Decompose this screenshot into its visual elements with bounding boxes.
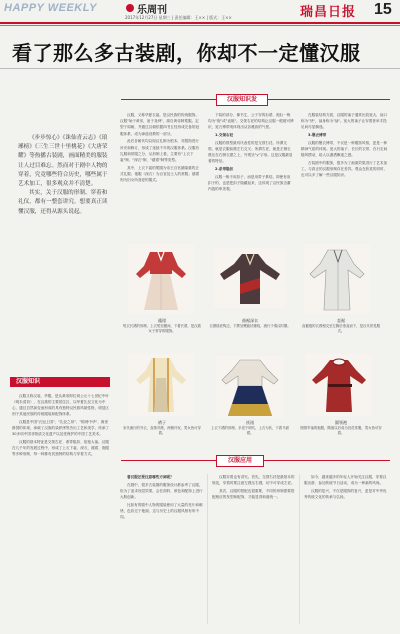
caption-title: 袄裙: [246, 420, 254, 425]
caption-title: 曲裾深衣: [242, 318, 258, 323]
masthead-rule: [0, 22, 400, 24]
body-paragraph: 汉服的复兴，不仅是服饰的复兴，更是对中华优秀传统文化的传承与弘扬。: [304, 488, 387, 500]
headline: 看了那么多古装剧，你却不一定懂汉服: [12, 41, 361, 65]
caption-title: 襦裙: [158, 318, 166, 323]
practice-column-2: [212, 474, 296, 624]
caption-title: 直裾: [337, 318, 345, 323]
practice-section-header: 汉服应用: [216, 455, 264, 467]
zhiju-photo: [304, 244, 370, 314]
body-paragraph: 在剧中，很多古装剧的服饰设计都参考了汉服，但为了追求视觉效果，会在面料、颜色和配饰上进行大胆创新。: [120, 482, 203, 500]
section-rule: [268, 99, 390, 100]
body-paragraph: 此后各朝代均以周汉礼制为根本，对服饰进行补充和修订，形成了延续千年的汉服体系。汉服有礼服和常服之分，从形制上看，主要有"上衣下裳"制、"深衣"制、"襦裙"制等类型。: [120, 139, 200, 162]
knowledge-section-header: 汉服知识发: [216, 94, 268, 106]
ruqun-photo: [128, 244, 194, 314]
column-divider: [207, 474, 208, 624]
body-paragraph: 汉服，又称华夏衣裳，是汉民族的传统服饰。汉服"始于黄帝，备于尧舜"，源自黄帝制冕服。定型于周朝，并通过汉朝依据四书五经形成完备的冠服体系，成为神道设教的一部分。: [120, 113, 200, 136]
subheading: 3.褒衣博带: [308, 133, 327, 138]
body-paragraph: 汉服一般不用扣子，而是用带子系结。即使有用扣子的，也是把扣子隐藏起来，这体现了汉民族含蓄内敛的审美观。: [208, 174, 291, 192]
brand-label: HAPPY WEEKLY: [4, 2, 97, 14]
section-rule: [121, 460, 216, 461]
body-paragraph: 古装剧中的服饰，很多为了画面效果进行了艺术加工，与真正的汉服形制存在差异。观众在欣赏的同时，也可以多了解一些汉服知识。: [301, 160, 388, 178]
zhiju-caption: [300, 318, 382, 335]
section-name: 乐周刊: [137, 5, 167, 16]
caption-title: 褙子: [158, 420, 166, 425]
practice-column-1: [120, 474, 204, 624]
body-paragraph: 下装的部分，像书生，公子穿的衫裙、袍衫一般均为"袍"或"直裰"。交领右衽的结构让汉服一眼便可辨识，宽衣博带则体现出从容雅致的气度。: [208, 113, 294, 130]
history-section-header: 汉服知识: [10, 377, 110, 387]
headline-rule: [0, 68, 400, 69]
caption-title: 圆领袍: [335, 420, 347, 425]
body-paragraph: 其中，上衣下裳的冕服为帝王百官最隆重的正式礼服；袍服（深衣）为百官及士人的常服；襦裙则为妇女所喜爱的服式。: [120, 165, 200, 183]
body-paragraph: 汉服的褒衣博带，不仅是一种服饰风格，更是一种精神气质的体现。宽大的袖子、长长的衣带，在行走间随风摆动，给人以潇洒飘逸之感。: [301, 140, 388, 158]
knowledge-column-2: [208, 112, 294, 232]
subheading: 1.交领右衽: [215, 133, 234, 138]
quju-caption: [208, 318, 292, 329]
dateline: 2017年12月27日 星期三 | 责任编辑：王×× | 版式：王××: [125, 15, 232, 20]
body-paragraph: 汉服是中国"衣冠上国"、"礼仪之邦"、"锦绣中华"、赛里斯国的体现，承载了汉族的染织绣等杰出工艺和美学，传承了30多项中国非物质文化遗产以及受保护的中国工艺美术。: [12, 420, 110, 436]
caption-text: 圆领窄袖的袍服，隋唐以后成为官员常服，男女皆可穿着。: [300, 426, 382, 436]
body-paragraph: 汉服又称汉装、华服，是从黄帝即位到公元十七世纪中叶（明末清初），在汉族的主要居住区，以华夏礼仪文化为中心，通过自然演变而形成的具有独特汉民族风貌性格，明显区别于其他民族的传统服装和配饰体系。: [12, 394, 110, 416]
page-number: 15: [374, 1, 392, 18]
intro-paragraph: 其实，关于汉服的形制、穿着和礼仪，都有一整套讲究。想要真正读懂汉服，还得从源头说起。: [18, 190, 108, 215]
knowledge-column-3: [301, 112, 389, 350]
body-paragraph: 如今，越来越多的年轻人开始关注汉服，穿着汉服出游、参加传统节日活动，成为一种新的风尚。: [304, 475, 387, 486]
subheading: 2.系带隐扣: [215, 167, 234, 172]
body-paragraph: 汉服穿着也有讲究。首先，交领右衽是最基本的规范，穿着时要注意左襟压右襟，切不可穿成左衽。: [212, 475, 295, 486]
paper-name: 瑞昌日报: [300, 5, 357, 20]
caption-text: 直裾袍的衣襟相交至左胸后垂直而下，是汉代常见服式。: [302, 324, 380, 334]
subheading: 看汉服还要注意哪些方面呢？: [127, 475, 174, 479]
intro-paragraph: 《步步惊心》《诛仙青云志》《琅琊榜》《三生三世十里桃花》《大唐荣耀》等热播古装剧，画面精美的服装让人过目难忘。然而对于剧中人物的穿着，究竟哪些符合历史，哪些属于艺术加工，很多观众并不清楚。: [18, 135, 108, 188]
caption-text: 衣襟续衽钩边，下摆呈螺旋状缠绕，流行于秦汉时期。: [209, 324, 291, 328]
section-rule: [121, 99, 216, 100]
caption-text: 宋代流行的外衣，直领对襟，两侧开衩，男女皆可穿着。: [123, 426, 201, 436]
body-paragraph: 汉服的基本特征是交领右衽、系带隐扣、宽袍大袖。汉服在几千年的发展过程中，形成了上衣下裳、深衣、襦裙、袍服等多种形制，每一种都有其独特的结构与穿着方式。: [12, 440, 110, 456]
aoqun-photo: [216, 356, 284, 418]
aoqun-caption: [208, 420, 292, 437]
caption-text: 短衣长裙的形制，上衣短至腰间，下着长裙，是汉族女子常穿的服饰。: [123, 324, 201, 334]
body-paragraph: 其次，汉服的搭配也很重要，不同的形制需要搭配相应的发型和配饰，才能显得和谐统一。: [212, 488, 295, 500]
ruqun-caption: [122, 318, 202, 335]
caption-text: 上衣下裙的形制，多见于明代，上衣为袄，下着马面裙。: [211, 426, 289, 436]
quju-photo: [214, 248, 286, 308]
beizi-caption: [122, 420, 202, 437]
history-body: [12, 393, 110, 459]
yuanlingpao-photo: [306, 354, 372, 416]
masthead-rule-thin: [0, 25, 400, 26]
body-paragraph: 在服装结构方面，汉服的袖子通常比较宽大，袖口称为"袂"，袖身称为"袖"。宽大的袖子让穿着者举手投足间尽显飘逸。: [301, 113, 388, 130]
column-divider: [299, 474, 300, 624]
body-paragraph: 比如有的剧中人物的服装使用了大量的亮片和刺绣，色彩过于艳丽，这与历史上的汉服风格有所不同。: [120, 502, 203, 520]
section-rule: [264, 460, 390, 461]
section-dot-icon: [126, 4, 134, 12]
body-paragraph: 汉服的领型最具代表性的是交领右衽。所谓交领，就是衣服前襟左右交叉；所谓右衽，就是左侧衣襟压在右侧衣襟之上，外观呈"y"字形。这是汉服最显著的特征。: [208, 140, 293, 164]
knowledge-column-1: [120, 112, 202, 232]
masthead: [0, 0, 400, 22]
intro-text: [18, 134, 109, 217]
yuanlingpao-caption: [300, 420, 382, 437]
beizi-photo: [128, 354, 194, 416]
practice-column-3: [304, 474, 390, 624]
